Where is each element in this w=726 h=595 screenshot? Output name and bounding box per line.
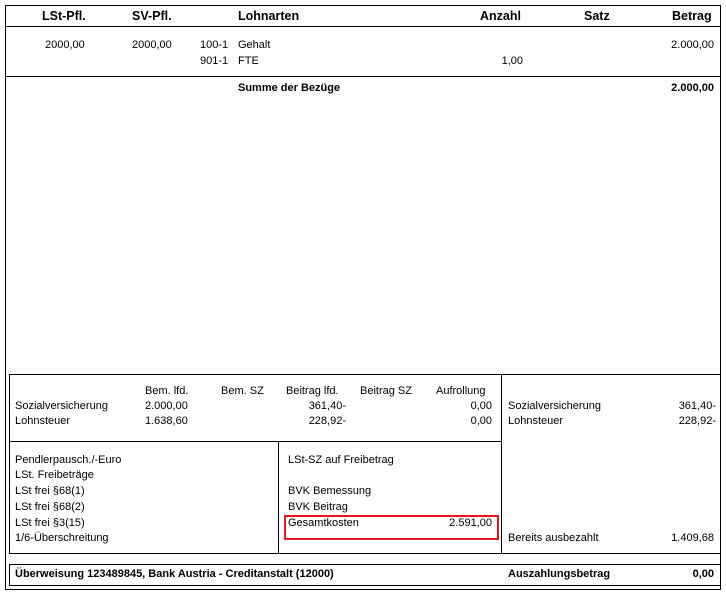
tax-summary-lower-split — [278, 441, 279, 554]
tax-summary-row-divider — [9, 441, 501, 442]
ueberweisung-text: Überweisung 123489845, Bank Austria - Creditanstalt (12000) — [15, 568, 334, 580]
col-header-satz: Satz — [584, 9, 610, 23]
row-beitrag-lfd: 361,40- — [308, 400, 346, 412]
row-label: Sozialversicherung — [15, 400, 108, 412]
tax-summary-split — [501, 374, 502, 554]
right-row-label: Lohnsteuer — [508, 415, 564, 427]
col-header-lst-pfl: LSt-Pfl. — [42, 9, 86, 23]
right-row-value: 361,40- — [678, 400, 716, 412]
freibetrag-item: 1/6-Überschreitung — [15, 532, 109, 544]
sv-pfl-value: 2000,00 — [132, 39, 172, 51]
lohnart-anzahl: 1,00 — [501, 55, 523, 67]
summe-label: Summe der Bezüge — [238, 82, 341, 94]
col-header-sv-pfl: SV-Pfl. — [132, 9, 172, 23]
gesamtkosten-value: 2.591,00 — [449, 517, 492, 529]
col-aufrollung: Aufrollung — [436, 385, 486, 397]
col-header-lohnarten: Lohnarten — [238, 9, 300, 23]
lst-sz-label: LSt-SZ auf Freibetrag — [288, 454, 394, 466]
auszahlungsbetrag-label: Auszahlungsbetrag — [508, 568, 611, 580]
auszahlungsbetrag-value: 0,00 — [692, 568, 714, 580]
freibetrag-item: LSt frei §68(2) — [15, 501, 85, 513]
header-divider — [6, 26, 720, 27]
bvk-beitrag-label: BVK Beitrag — [288, 501, 348, 513]
col-bem-sz: Bem. SZ — [221, 385, 264, 397]
right-row-label: Sozialversicherung — [508, 400, 601, 412]
lohnart-betrag: 2.000,00 — [671, 39, 714, 51]
col-header-betrag: Betrag — [672, 9, 712, 23]
freibetrag-item: LSt frei §68(1) — [15, 485, 85, 497]
row-beitrag-lfd: 228,92- — [308, 415, 346, 427]
freibetrag-item: LSt. Freibeträge — [15, 469, 94, 481]
row-label: Lohnsteuer — [15, 415, 71, 427]
summe-divider — [6, 76, 720, 77]
col-beitrag-sz: Beitrag SZ — [360, 385, 412, 397]
row-bem-lfd: 1.638,60 — [145, 415, 188, 427]
lohnart-name: Gehalt — [238, 39, 271, 51]
row-aufrollung: 0,00 — [470, 415, 492, 427]
freibetrag-item: Pendlerpausch./-Euro — [15, 454, 122, 466]
bvk-bemessung-label: BVK Bemessung — [288, 485, 372, 497]
lohnart-code: 100-1 — [200, 39, 229, 51]
col-header-anzahl: Anzahl — [480, 9, 521, 23]
lohnart-code: 901-1 — [200, 55, 229, 67]
col-bem-lfd: Bem. lfd. — [145, 385, 189, 397]
summe-value: 2.000,00 — [671, 82, 714, 94]
freibetrag-item: LSt frei §3(15) — [15, 517, 85, 529]
bereits-ausbezahlt-label: Bereits ausbezahlt — [508, 532, 599, 544]
row-bem-lfd: 2.000,00 — [145, 400, 188, 412]
gesamtkosten-label: Gesamtkosten — [288, 517, 359, 529]
row-aufrollung: 0,00 — [470, 400, 492, 412]
lohnart-name: FTE — [238, 55, 259, 67]
col-beitrag-lfd: Beitrag lfd. — [286, 385, 339, 397]
right-row-value: 228,92- — [678, 415, 716, 427]
lst-pfl-value: 2000,00 — [45, 39, 85, 51]
bereits-ausbezahlt-value: 1.409,68 — [671, 532, 714, 544]
